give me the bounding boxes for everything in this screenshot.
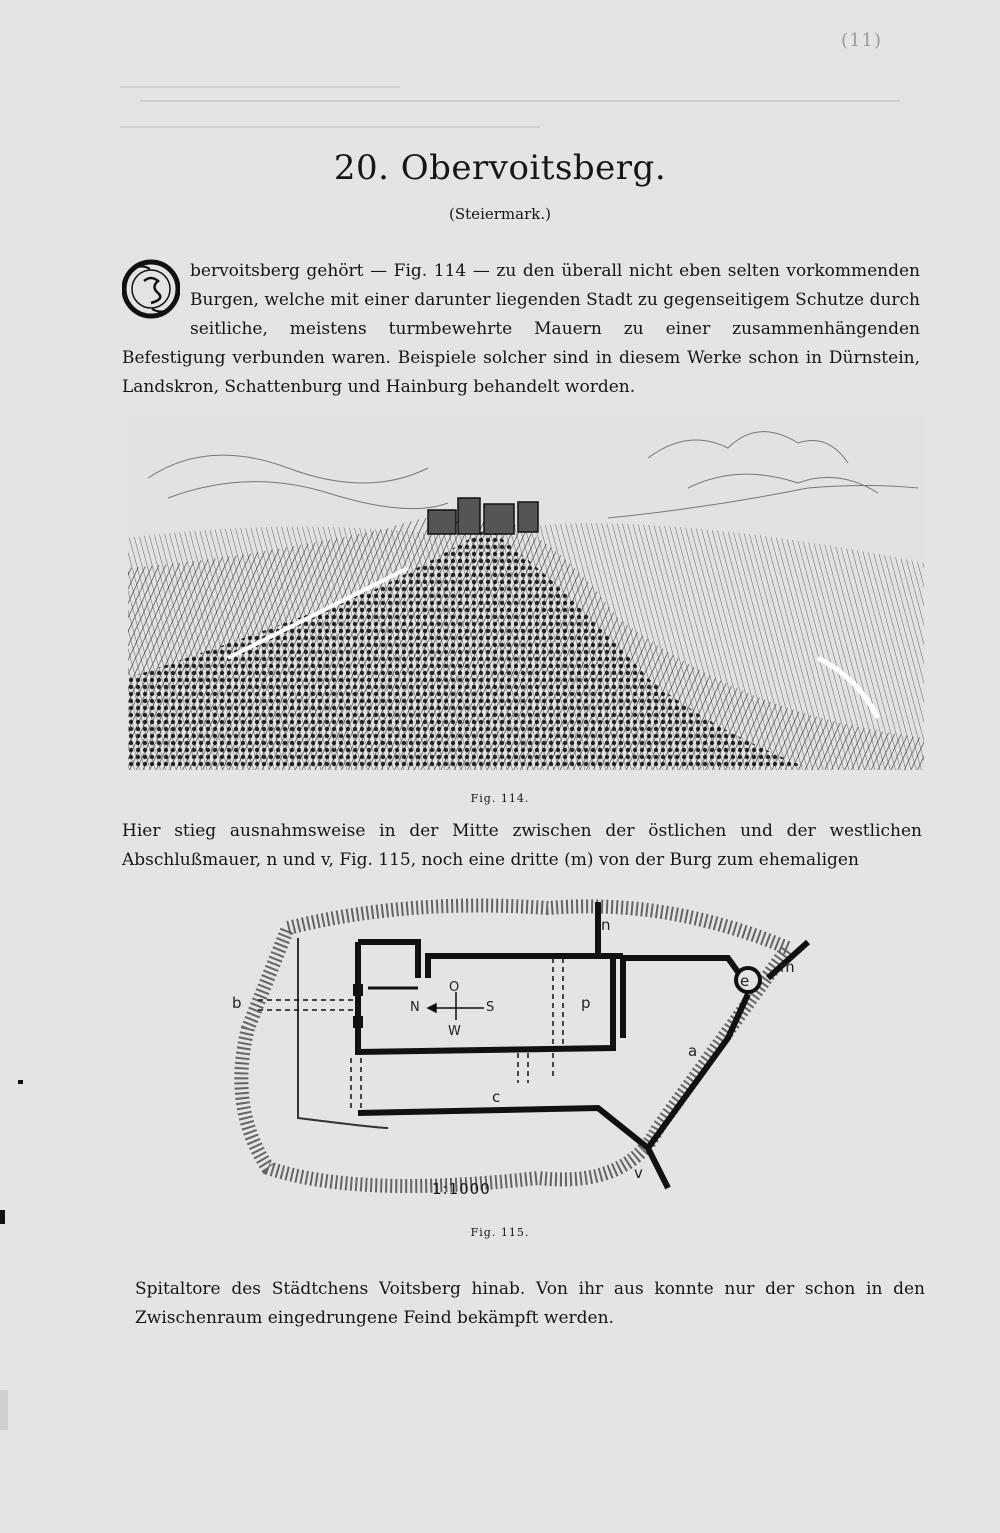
margin-speck xyxy=(18,1080,23,1084)
compass-label-n: N xyxy=(410,1000,420,1015)
paragraph-intro xyxy=(122,257,920,402)
ornamental-dropcap xyxy=(122,259,180,319)
bleed-through-line xyxy=(140,100,900,102)
plan-scale: 1:1000 xyxy=(432,1180,491,1198)
figure-115-caption: Fig. 115. xyxy=(470,1226,530,1239)
margin-speck xyxy=(0,1210,5,1224)
compass-label-s: S xyxy=(486,1000,495,1015)
castle-hill-drawing xyxy=(128,418,924,770)
plan-label-m: m xyxy=(780,958,795,976)
plan-label-n: n xyxy=(601,916,611,934)
plan-label-e: e xyxy=(740,972,750,990)
landscape-illustration xyxy=(128,418,924,770)
chapter-subtitle: (Steiermark.) xyxy=(449,205,551,223)
bleed-through-line xyxy=(120,86,400,88)
plan-label-v: v xyxy=(634,1164,643,1182)
floor-plan-drawing xyxy=(228,898,828,1208)
paragraph-conclusion: Spitaltore des Städtchens Voitsberg hinab. Von ihr aus konnte nur der schon in den Zwischenraum eingedrungene Feind bekämpft werden. xyxy=(135,1279,925,1328)
plan-label-p: p xyxy=(581,994,591,1012)
plan-label-a: a xyxy=(688,1042,698,1060)
bleed-through-line xyxy=(120,126,540,128)
chapter-title: 20. Obervoitsberg. xyxy=(333,148,667,188)
compass-label-o: O xyxy=(449,980,460,995)
plan-label-c: c xyxy=(492,1088,501,1106)
paragraph-intro-text: bervoitsberg gehört — Fig. 114 — zu den überall nicht eben selten vorkommenden Burgen, welche mit einer darunter liegenden Stadt zu gegenseitigem Schutze durch seitliche, meistens turmbewehrte Mauern zu einer zusammenhängenden Befestigung verbunden waren. Beispiele solcher sind in diesem Werke schon in Dürnstein, Landskron, Schattenburg und Hainburg behandelt worden. xyxy=(122,261,920,397)
figure-114-caption: Fig. 114. xyxy=(470,792,530,805)
plan-label-b: b xyxy=(232,994,242,1012)
page-number: (11) xyxy=(841,30,882,51)
compass-label-w: W xyxy=(448,1024,461,1039)
margin-speck xyxy=(0,1390,8,1430)
castle-floor-plan xyxy=(228,898,828,1208)
paragraph-description: Hier stieg ausnahmsweise in der Mitte zwischen der östlichen und der westlichen Abschlußmauer, n und v, Fig. 115, noch eine dritte (m) von der Burg zum ehemaligen xyxy=(122,821,922,870)
